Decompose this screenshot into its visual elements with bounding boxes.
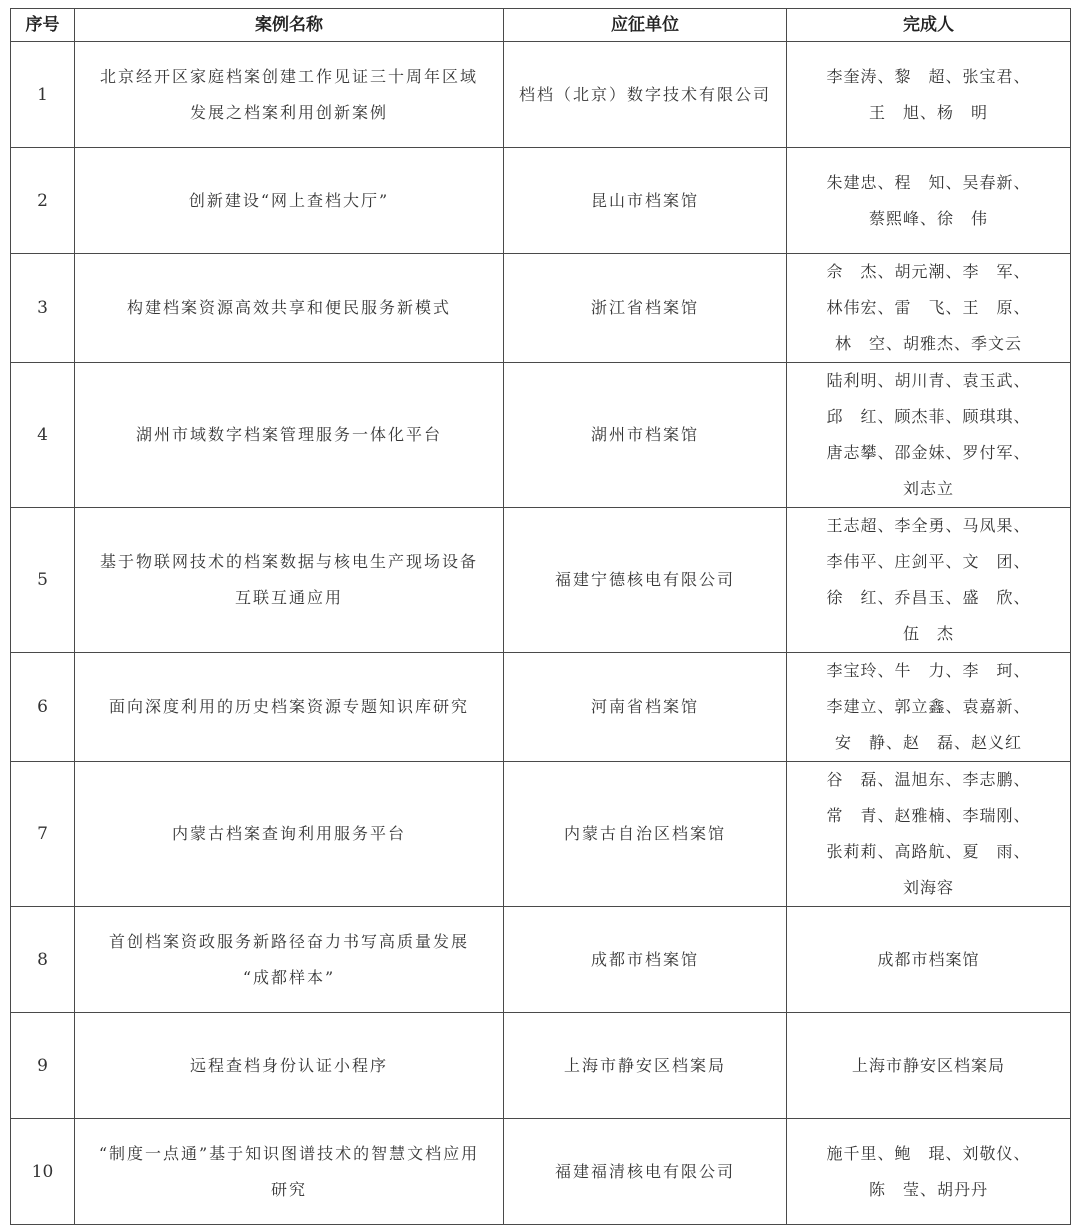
cell-people-line: 安 静、赵 磊、赵义红	[834, 733, 1022, 752]
table-row	[11, 653, 1071, 762]
cell-unit	[504, 148, 787, 254]
cell-people-line: 王志超、李全勇、马凤果、	[826, 516, 1031, 535]
cell-case-name-line: 首创档案资政服务新路径奋力书写高质量发展	[108, 931, 469, 951]
cell-unit-line: 福建宁德核电有限公司	[554, 570, 735, 589]
cell-seq: 8	[11, 907, 75, 1013]
cell-unit-line: 浙江省档案馆	[590, 298, 699, 317]
cell-unit	[504, 907, 787, 1013]
cell-people	[787, 42, 1071, 148]
cell-case-name-line: 构建档案资源高效共享和便民服务新模式	[126, 298, 451, 317]
cell-people-line: 刘海容	[902, 878, 954, 897]
cell-unit-line: 成都市档案馆	[590, 949, 699, 969]
cell-people-line: 李奎涛、黎 超、张宝君、	[826, 66, 1031, 86]
cell-people-line: 王 旭、杨 明	[868, 102, 988, 122]
cell-unit-line: 湖州市档案馆	[590, 425, 699, 444]
cell-case-name	[75, 1119, 504, 1225]
cell-unit-line: 福建福清核电有限公司	[554, 1161, 735, 1181]
cell-case-name	[75, 1013, 504, 1119]
cell-people-line: 李宝玲、牛 力、李 珂、	[826, 661, 1031, 680]
cell-case-name	[75, 148, 504, 254]
cell-people-line: 林伟宏、雷 飞、王 原、	[826, 298, 1031, 317]
table-row	[11, 363, 1071, 508]
cell-people-line: 成都市档案馆	[877, 949, 980, 969]
case-table	[10, 8, 1071, 1225]
cell-seq: 3	[11, 254, 75, 363]
cell-people-line: 施千里、鲍 琨、刘敬仪、	[826, 1143, 1031, 1163]
cell-people	[787, 254, 1071, 363]
table-row	[11, 1013, 1071, 1119]
cell-unit-line: 内蒙古自治区档案馆	[563, 824, 726, 843]
cell-case-name-line: 发展之档案利用创新案例	[189, 102, 388, 122]
cell-unit	[504, 1013, 787, 1119]
cell-unit	[504, 1119, 787, 1225]
cell-seq: 2	[11, 148, 75, 254]
cell-case-name	[75, 653, 504, 762]
cell-seq: 4	[11, 363, 75, 508]
table-row	[11, 762, 1071, 907]
cell-people-line: 刘志立	[902, 479, 954, 498]
cell-unit	[504, 42, 787, 148]
cell-unit	[504, 363, 787, 508]
cell-people-line: 李建立、郭立鑫、袁嘉新、	[826, 697, 1031, 716]
table-row	[11, 148, 1071, 254]
cell-case-name-line: 湖州市域数字档案管理服务一体化平台	[135, 425, 442, 444]
cell-people-line: 上海市静安区档案局	[851, 1055, 1005, 1075]
cell-people-line: 林 空、胡雅杰、季文云	[834, 334, 1022, 353]
header-unit: 应征单位	[504, 9, 787, 42]
table-body	[11, 42, 1071, 1225]
document-page	[10, 8, 1071, 1225]
header-row	[11, 9, 1071, 42]
cell-unit-line: 上海市静安区档案局	[563, 1055, 726, 1075]
table-row	[11, 1119, 1071, 1225]
cell-people-line: 陆利明、胡川青、袁玉武、	[826, 371, 1031, 390]
cell-unit-line: 档档（北京）数字技术有限公司	[518, 84, 771, 104]
cell-people-line: 谷 磊、温旭东、李志鹏、	[826, 770, 1031, 789]
header-case-name: 案例名称	[75, 9, 504, 42]
cell-seq: 6	[11, 653, 75, 762]
cell-case-name-line: 创新建设“网上查档大厅”	[188, 190, 390, 210]
cell-people	[787, 907, 1071, 1013]
cell-people-line: 蔡熙峰、徐 伟	[868, 208, 988, 228]
cell-case-name-line: 面向深度利用的历史档案资源专题知识库研究	[108, 697, 469, 716]
cell-unit-line: 昆山市档案馆	[590, 190, 699, 210]
cell-people	[787, 762, 1071, 907]
cell-unit	[504, 762, 787, 907]
cell-case-name-line: 基于物联网技术的档案数据与核电生产现场设备	[99, 552, 478, 571]
cell-case-name-line: “成都样本”	[242, 967, 336, 987]
cell-people-line: 徐 红、乔昌玉、盛 欣、	[826, 588, 1031, 607]
table-row	[11, 42, 1071, 148]
cell-case-name	[75, 363, 504, 508]
cell-seq: 7	[11, 762, 75, 907]
cell-unit	[504, 508, 787, 653]
header-people: 完成人	[787, 9, 1071, 42]
cell-people-line: 朱建忠、程 知、吴春新、	[826, 172, 1031, 192]
cell-people	[787, 653, 1071, 762]
cell-people	[787, 148, 1071, 254]
cell-people-line: 李伟平、庄剑平、文 团、	[826, 552, 1031, 571]
cell-seq: 1	[11, 42, 75, 148]
table-row	[11, 508, 1071, 653]
cell-case-name-line: 远程查档身份认证小程序	[189, 1055, 388, 1075]
cell-case-name-line: 研究	[270, 1179, 307, 1199]
cell-people-line: 邱 红、顾杰菲、顾琪琪、	[826, 407, 1031, 426]
cell-case-name	[75, 508, 504, 653]
cell-people	[787, 1119, 1071, 1225]
table-row	[11, 907, 1071, 1013]
cell-case-name	[75, 762, 504, 907]
cell-people	[787, 1013, 1071, 1119]
cell-case-name-line: “制度一点通”基于知识图谱技术的智慧文档应用	[98, 1143, 480, 1163]
cell-seq: 9	[11, 1013, 75, 1119]
cell-case-name-line: 内蒙古档案查询利用服务平台	[171, 824, 406, 843]
cell-case-name	[75, 254, 504, 363]
cell-people-line: 常 青、赵雅楠、李瑞刚、	[826, 806, 1031, 825]
cell-people-line: 伍 杰	[902, 624, 954, 643]
cell-unit-line: 河南省档案馆	[590, 697, 699, 716]
cell-people-line: 张莉莉、高路航、夏 雨、	[826, 842, 1031, 861]
cell-case-name-line: 互联互通应用	[234, 588, 343, 607]
cell-people-line: 佘 杰、胡元潮、李 军、	[826, 262, 1031, 281]
cell-case-name-line: 北京经开区家庭档案创建工作见证三十周年区域	[99, 66, 478, 86]
cell-people-line: 陈 莹、胡丹丹	[868, 1179, 988, 1199]
table-row	[11, 254, 1071, 363]
cell-people	[787, 508, 1071, 653]
cell-case-name	[75, 907, 504, 1013]
cell-people	[787, 363, 1071, 508]
cell-seq: 5	[11, 508, 75, 653]
cell-people-line: 唐志攀、邵金妹、罗付军、	[826, 443, 1031, 462]
cell-unit	[504, 653, 787, 762]
cell-seq: 10	[11, 1119, 75, 1225]
header-seq: 序号	[11, 9, 75, 42]
cell-case-name	[75, 42, 504, 148]
cell-unit	[504, 254, 787, 363]
